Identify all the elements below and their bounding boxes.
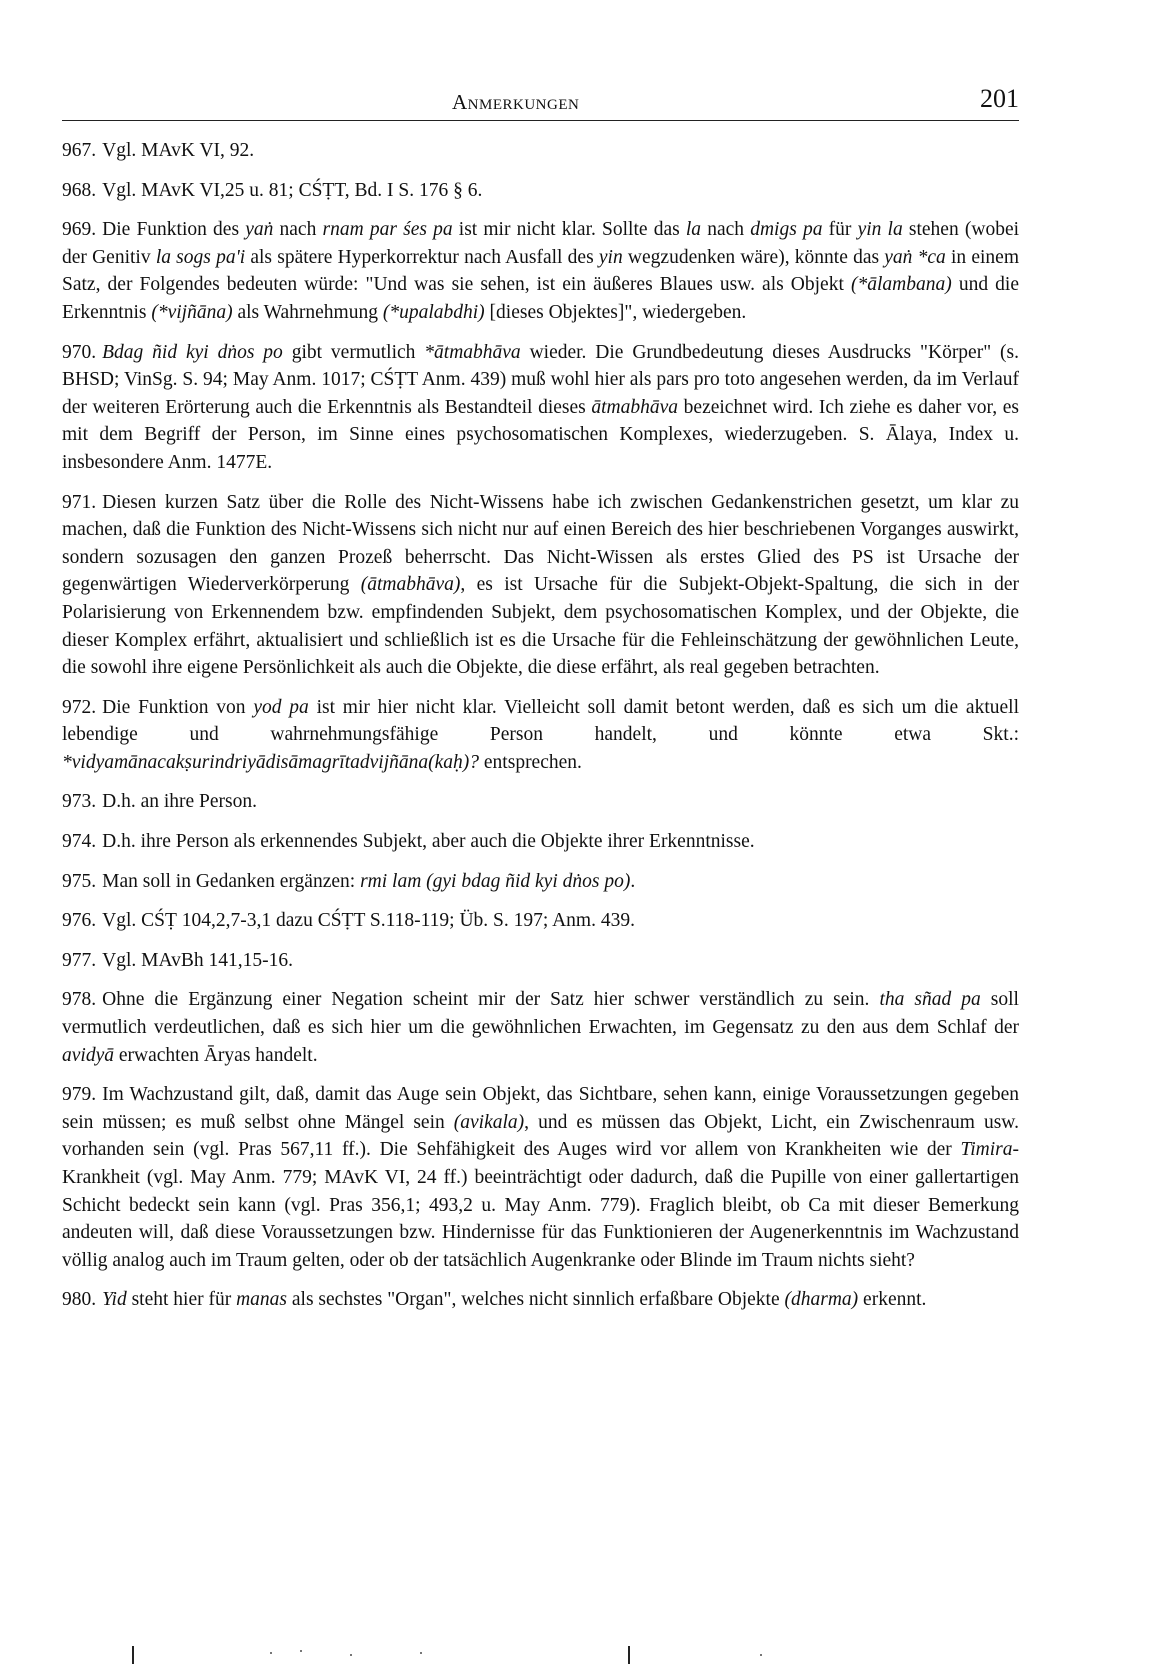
footnote-text: Diesen kurzen Satz über die Rolle des Nicht-Wissens habe ich zwischen Gedankenstrichen gesetzt, um klar zu machen, daß die Funktion des Nicht-Wissens sich nicht nur auf einen Bereich des hier beschriebenen Vorganges auswirkt, sondern sozusagen den ganzen Prozeß beherrscht. Das Nicht-Wissen als erstes Glied des PS ist Ursache der gegenwärtigen Wiederverkörperung (ātmabhāva), es ist Ursache für die Subjekt-Objekt-Spaltung, die sich in der Polarisierung von Erkennendem bzw. empfindenden Subjekt, dem psychosomatischen Komplex, und der Objekte, die dieser Komplex erfährt, aktualisiert und schließlich ist es die Ursache für die Fehleinschätzung der gewöhnlichen Leute, die sowohl ihre eigene Persönlichkeit als auch die Objekte, die diese erfährt, als real gegeben betrachten. (62, 491, 1019, 679)
footnote (62, 947, 1019, 975)
footnote (62, 694, 1019, 777)
footnote-text: Yid steht hier für manas als sechstes "Organ", welches nicht sinnlich erfaßbare Objekte (dharma) erkennt. (102, 1289, 927, 1311)
footnote-number: 968. (62, 179, 97, 201)
footnote (62, 828, 1019, 856)
footnote-number: 980. (62, 1289, 97, 1311)
running-header (62, 84, 1019, 121)
footnote-number: 978. (62, 989, 97, 1011)
footnote-text: Die Funktion von yod pa ist mir hier nicht klar. Vielleicht soll damit betont werden, daß es sich um die aktuell lebendige und wahrnehmungsfähige Person handelt, und könnte etwa Skt.: *vidyamānacakṣurindriyādisāmagrītadvijñāna(kaḥ)? entsprechen. (62, 696, 1019, 773)
footnote (62, 177, 1019, 205)
footnote-number: 969. (62, 219, 97, 241)
footnote-number: 970. (62, 341, 97, 363)
header-title: Anmerkungen (452, 90, 580, 114)
footnote (62, 788, 1019, 816)
footnote-text: Man soll in Gedanken ergänzen: rmi lam (gyi bdag ñid kyi dṅos po). (102, 870, 636, 892)
footnote (62, 907, 1019, 935)
footnote-number: 976. (62, 910, 97, 932)
footnote-text: Vgl. MAvK VI,25 u. 81; CŚṬT, Bd. I S. 176 § 6. (102, 179, 483, 201)
footnote (62, 216, 1019, 326)
footnote-text: Vgl. MAvK VI, 92. (102, 140, 255, 161)
footnote (62, 1286, 1019, 1314)
footnote-number: 975. (62, 870, 97, 892)
footnote-number: 972. (62, 696, 97, 718)
footnote (62, 1081, 1019, 1274)
footnote-text: Bdag ñid kyi dṅos po gibt vermutlich *ātmabhāva wieder. Die Grundbedeutung dieses Ausdrucks "Körper" (s. BHSD; VinSg. S. 94; May Anm. 1017; CŚṬT Anm. 439) muß wohl hier als pars pro toto angesehen werden, da im Verlauf der weiteren Erörterung auch die Erkenntnis als Bestandteil dieses ātmabhāva bezeichnet wird. Ich ziehe es daher vor, es mit dem Begriff der Person, im Sinne eines psychosomatischen Komplexes, wiederzugeben. S. Ālaya, Index u. insbesondere Anm. 1477E. (62, 341, 1020, 473)
footnote-text: Vgl. CŚṬ 104,2,7-3,1 dazu CŚṬT S.118-119; Üb. S. 197; Anm. 439. (102, 910, 635, 932)
footnote-number: 973. (62, 791, 97, 813)
page-number: 201 (980, 84, 1019, 113)
page (62, 84, 1019, 1326)
footnote-text: Im Wachzustand gilt, daß, damit das Auge sein Objekt, das Sichtbare, sehen kann, einige Voraussetzungen gegeben sein müssen; es muß selbst ohne Mängel sein (avikala), und es müssen das Objekt, Licht, ein Zwischenraum usw. vorhanden sein (vgl. Pras 567,11 ff.). Die Sehfähigkeit des Auges wird vor allem von Krankheiten wie der Timira-Krankheit (vgl. May Anm. 779; MAvK VI, 24 ff.) beeinträchtigt oder dadurch, daß die Pupille von einer gallertartigen Schicht bedeckt sein kann (vgl. Pras 356,1; 493,2 u. May Anm. 779). Fraglich bleibt, ob Ca mit dieser Bemerkung andeuten will, daß diese Voraussetzungen bzw. Hindernisse für das Funktionieren der Augenerkenntnis im Wachzustand völlig analog auch im Traum gelten, oder ob der tatsächlich Augenkranke oder Blinde im Traum nichts sieht? (62, 1084, 1019, 1271)
notes-list (62, 137, 1019, 1314)
footnote (62, 339, 1019, 477)
footnote (62, 868, 1019, 896)
footnote-text: D.h. ihre Person als erkennendes Subjekt, aber auch die Objekte ihrer Erkenntnisse. (102, 831, 755, 853)
footnote-text: Ohne die Ergänzung einer Negation scheint mir der Satz hier schwer verständlich zu sein. tha sñad pa soll vermutlich verdeutlichen, daß es sich hier um die gewöhnlichen Erwachten, im Gegensatz zu den aus dem Schlaf der avidyā erwachten Āryas handelt. (62, 989, 1019, 1066)
footnote-number: 967. (62, 140, 97, 161)
footnote-text: D.h. an ihre Person. (102, 791, 258, 813)
footnote-number: 974. (62, 831, 97, 853)
footnote-text: Die Funktion des yaṅ nach rnam par śes pa ist mir nicht klar. Sollte das la nach dmigs pa für yin la stehen (wobei der Genitiv la sogs pa'i als spätere Hyperkorrektur nach Ausfall des yin wegzudenken wäre), könnte das yaṅ *ca in einem Satz, der Folgendes bedeuten würde: "Und was sie sehen, ist ein äußeres Blaues usw. als Objekt (*ālambana) und die Erkenntnis (*vijñāna) als Wahrnehmung (*upalabdhi) [dieses Objektes]", wiedergeben. (62, 219, 1020, 323)
footnote-number: 971. (62, 491, 97, 513)
footnote (62, 986, 1019, 1069)
footnote (62, 489, 1019, 682)
footnote-text: Vgl. MAvBh 141,15-16. (102, 949, 293, 971)
footnote (62, 137, 1019, 165)
footnote-number: 979. (62, 1084, 97, 1106)
scan-artifacts (0, 1640, 1163, 1665)
footnote-number: 977. (62, 949, 97, 971)
